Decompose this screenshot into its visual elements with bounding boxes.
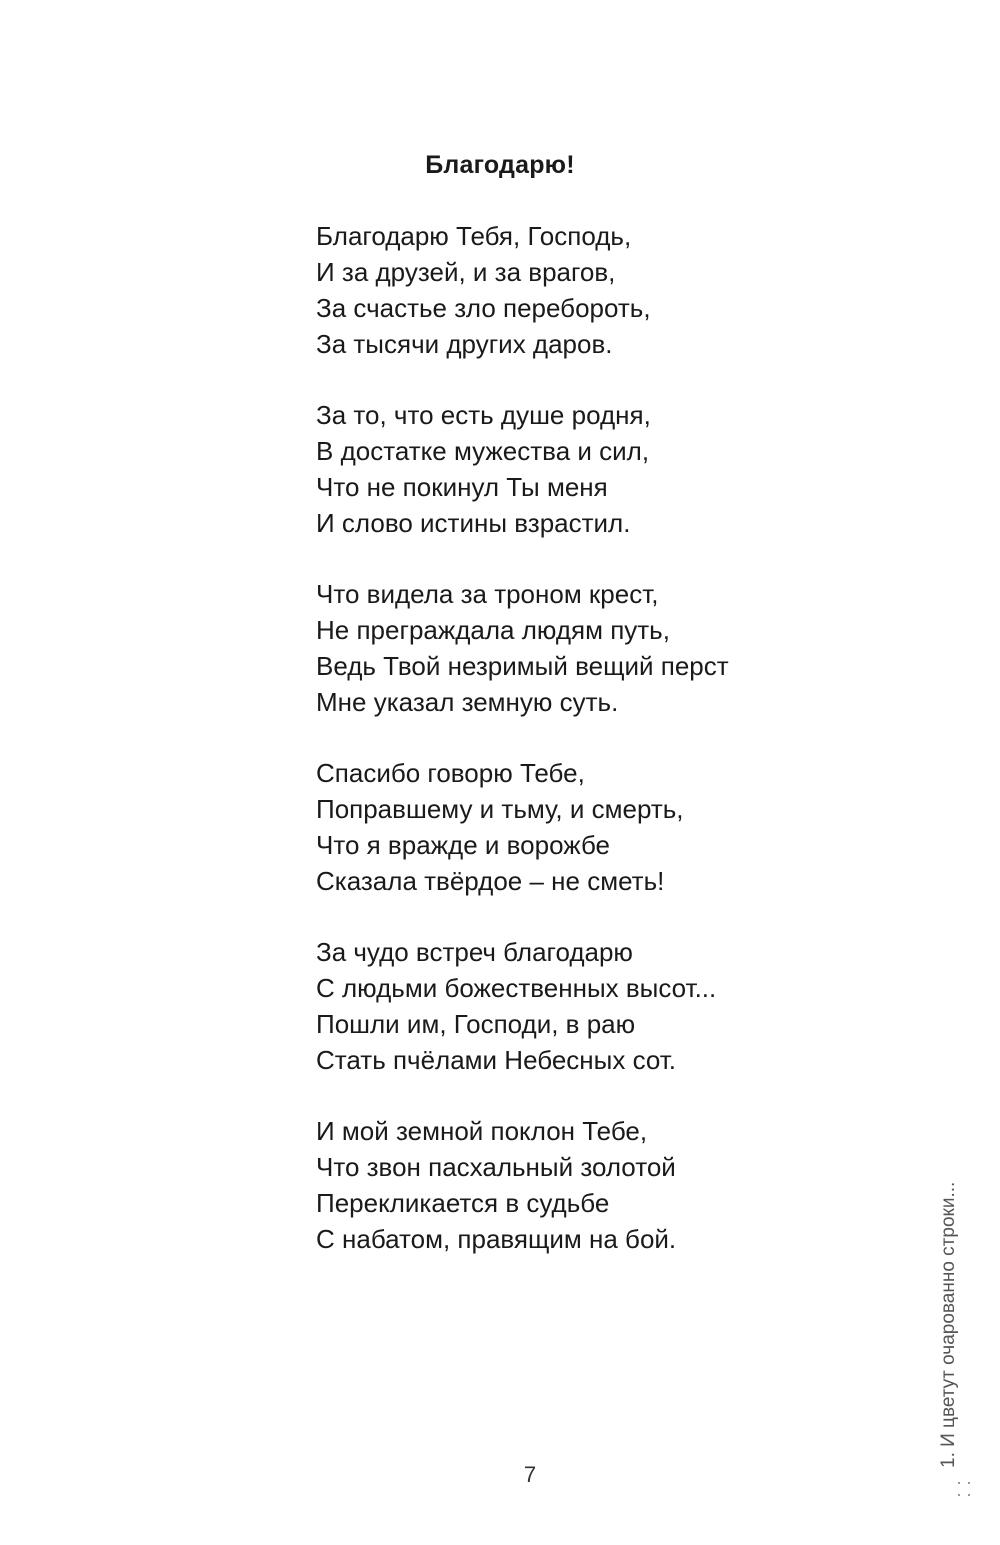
poem-title: Благодарю! [425,151,575,179]
poem-line: Что я вражде и ворожбе [316,830,611,860]
stanza-6 [316,1113,876,1257]
poem-line: Что не покинул Ты меня [316,472,608,502]
poem-line: С людьми божественных высот... [316,973,717,1003]
poem-line: Перекликается в судьбе [316,1188,610,1218]
poem-line: И мой земной поклон Тебе, [316,1116,648,1146]
poem-line: Ведь Твой незримый вещий перст [316,651,729,681]
poem-line: В достатке мужества и сил, [316,436,650,466]
poem-line: За тысячи других даров. [316,329,613,359]
poem-line: Мне указал земную суть. [316,687,619,717]
poem-line: Что видела за троном крест, [316,579,659,609]
poem-line: Стать пчёлами Небесных сот. [316,1045,677,1075]
poem-line: Пошли им, Господи, в раю [316,1009,636,1039]
poem-line: Благодарю Тебя, Господь, [316,221,632,251]
registration-marks [958,1480,972,1502]
stanza-5 [316,934,876,1078]
poem-line: С набатом, правящим на бой. [316,1224,677,1254]
poem-line: Сказала твёрдое – не сметь! [316,866,665,896]
running-head: 1. И цветут очарованно строки... [938,1181,959,1468]
poem-line: Спасибо говорю Тебе, [316,758,585,788]
stanza-3 [316,576,876,720]
poem-line: За счастье зло перебороть, [316,293,651,323]
poem-line: Не преграждала людям путь, [316,615,670,645]
stanza-1 [316,218,876,362]
stanza-4 [316,755,876,899]
poem-line: И слово истины взрастил. [316,508,631,538]
poem-line: И за друзей, и за врагов, [316,257,616,287]
poem-line: Поправшему и тьму, и смерть, [316,794,684,824]
poem-line: За чудо встреч благодарю [316,937,633,967]
stanza-2 [316,397,876,541]
poem-line: Что звон пасхальный золотой [316,1152,676,1182]
poem-body [316,218,876,1292]
poem-line: За то, что есть душе родня, [316,400,651,430]
page-number: 7 [523,1462,537,1487]
